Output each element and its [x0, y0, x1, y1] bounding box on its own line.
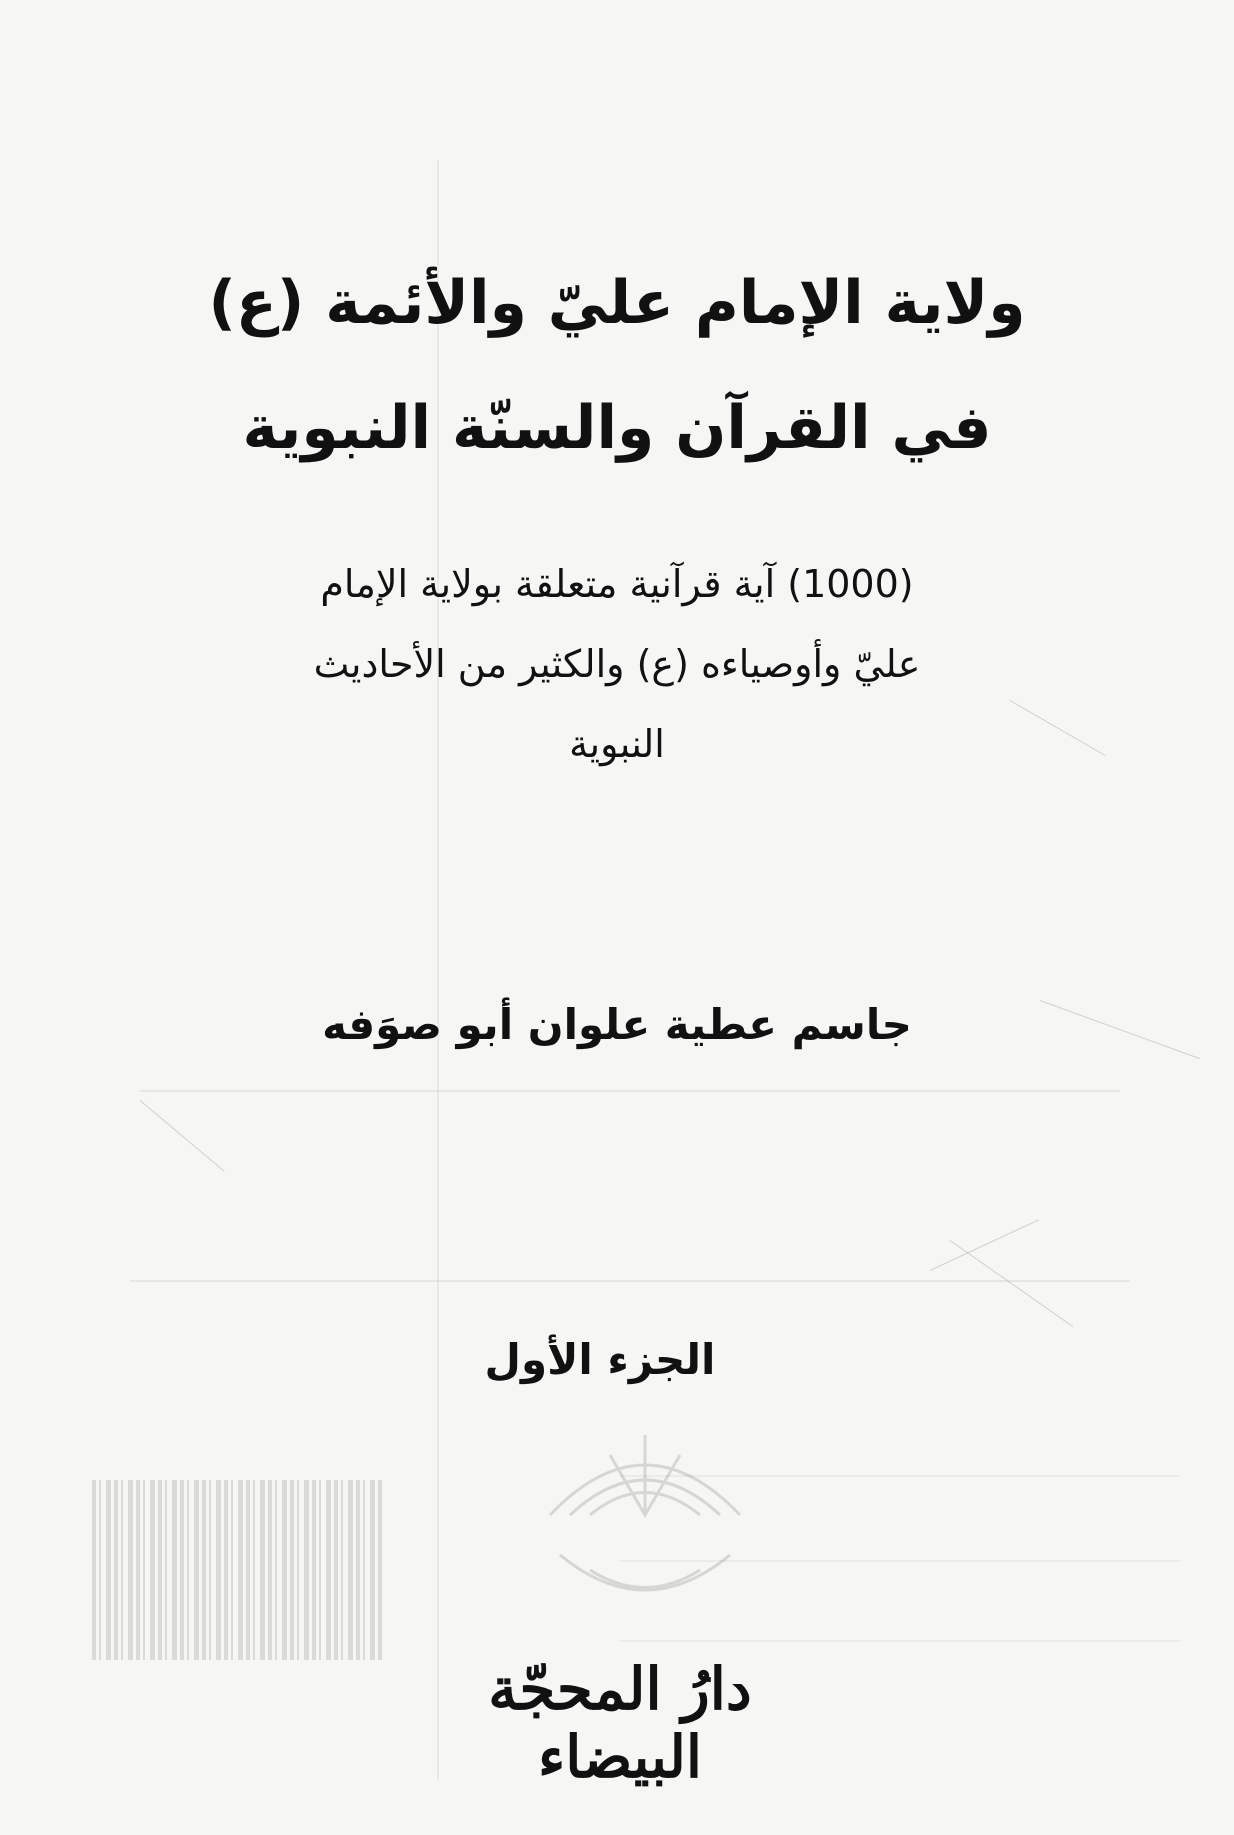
subtitle-line-1: (1000) آية قرآنية متعلقة بولاية الإمام: [320, 562, 914, 606]
barcode-show-through: [92, 1480, 382, 1660]
paper-scratch: [140, 1100, 225, 1171]
volume-label: الجزء الأول: [484, 1335, 716, 1384]
show-through-rule: [140, 1090, 1120, 1092]
show-through-rule: [620, 1640, 1180, 1642]
show-through-rule: [130, 1280, 1130, 1282]
book-title-line-2: في القرآن والسنّة النبوية: [242, 393, 992, 463]
subtitle-line-2: عليّ وأوصياءه (ع) والكثير من الأحاديث: [313, 642, 921, 686]
publisher-logo-text: دارُ المحجّة البيضاء: [488, 1655, 752, 1791]
author-name: جاسم عطية علوان أبو صوَفه: [322, 1000, 912, 1049]
subtitle-line-3: النبوية: [569, 722, 665, 766]
publisher-emblem-icon: [530, 1395, 760, 1635]
book-title-line-1: ولاية الإمام عليّ والأئمة (ع): [208, 268, 1026, 338]
